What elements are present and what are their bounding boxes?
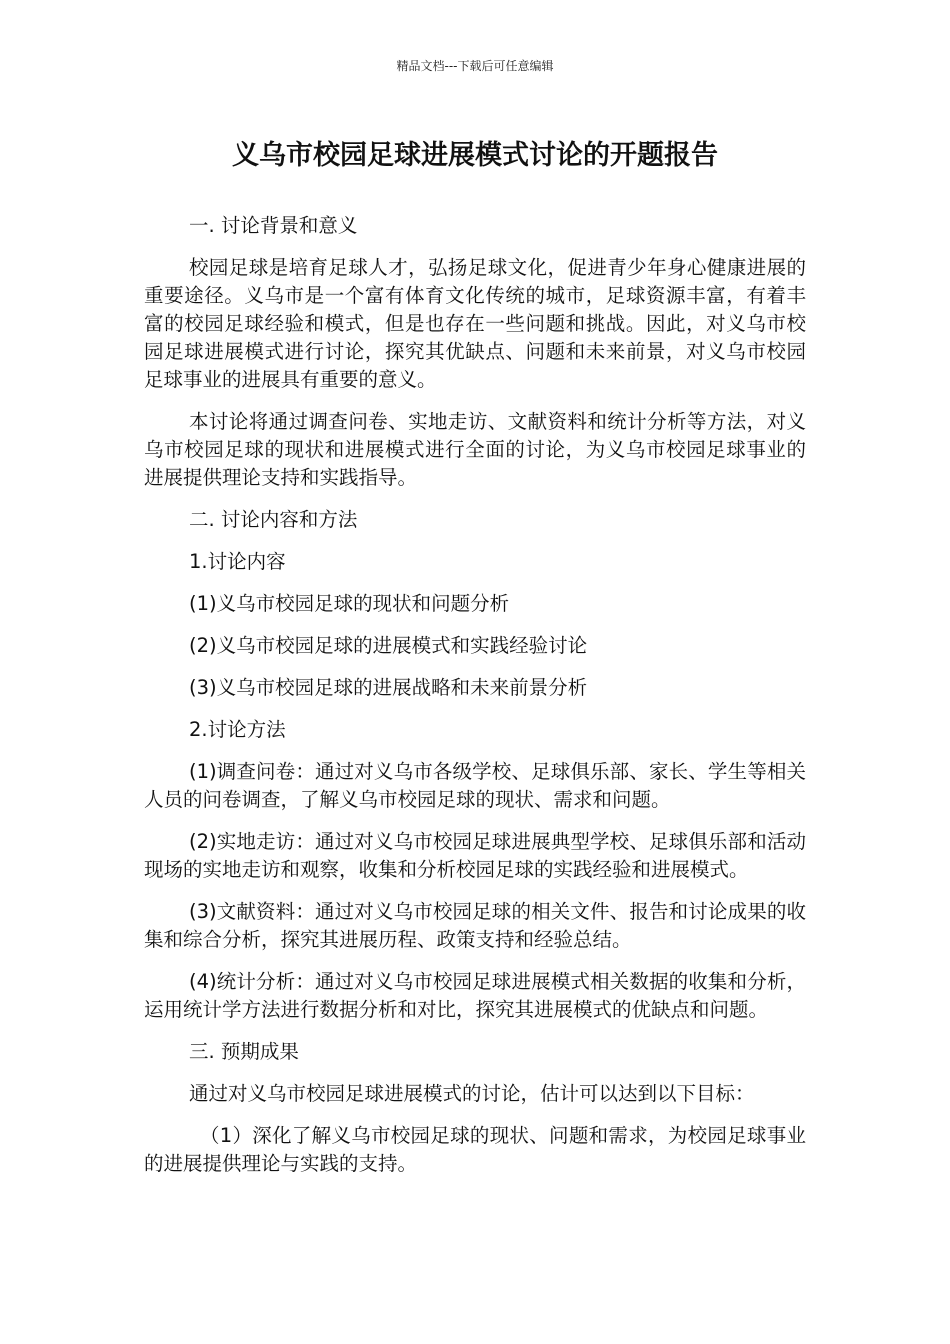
list-item-content-1: (1)义乌市校园足球的现状和问题分析 bbox=[189, 592, 510, 615]
list-item-content-3: (3)义乌市校园足球的进展战略和未来前景分析 bbox=[189, 676, 588, 699]
section-heading-expected-results: 三. 预期成果 bbox=[189, 1040, 299, 1063]
section-heading-background: 一. 讨论背景和意义 bbox=[189, 214, 358, 237]
paragraph-research-overview: 本讨论将通过调查问卷、实地走访、文献资料和统计分析等方法，对义乌市校园足球的现状和进展模式进行全面的讨论，为义乌市校园足球事业的进展提供理论支持和实践指导。 bbox=[144, 410, 806, 489]
list-item-content-2: (2)义乌市校园足球的进展模式和实践经验讨论 bbox=[189, 634, 588, 657]
subheading-research-content: 1.讨论内容 bbox=[189, 550, 286, 573]
document-title: 义乌市校园足球进展模式讨论的开题报告 bbox=[232, 140, 718, 171]
method-field-visit: (2)实地走访：通过对义乌市校园足球进展典型学校、足球俱乐部和活动现场的实地走访和观察，收集和分析校园足球的实践经验和进展模式。 bbox=[144, 830, 806, 881]
method-statistics: (4)统计分析：通过对义乌市校园足球进展模式相关数据的收集和分析，运用统计学方法进行数据分析和对比，探究其进展模式的优缺点和问题。 bbox=[144, 970, 806, 1021]
subheading-research-methods: 2.讨论方法 bbox=[189, 718, 286, 741]
document-body bbox=[144, 212, 806, 1192]
paragraph-expected-intro: 通过对义乌市校园足球进展模式的讨论，估计可以达到以下目标： bbox=[189, 1082, 755, 1105]
paragraph-background: 校园足球是培育足球人才，弘扬足球文化，促进青少年身心健康进展的重要途径。义乌市是一个富有体育文化传统的城市，足球资源丰富，有着丰富的校园足球经验和模式，但是也存在一些问题和挑战。因此，对义乌市校园足球进展模式进行讨论，探究其优缺点、问题和未来前景，对义乌市校园足球事业的进展具有重要的意义。 bbox=[144, 256, 806, 391]
list-item-expected-1: （1）深化了解义乌市校园足球的现状、问题和需求，为校园足球事业的进展提供理论与实践的支持。 bbox=[144, 1124, 806, 1175]
method-literature: (3)文献资料：通过对义乌市校园足球的相关文件、报告和讨论成果的收集和综合分析，探究其进展历程、政策支持和经验总结。 bbox=[144, 900, 806, 951]
page-header-note: 精品文档---下载后可任意编辑 bbox=[396, 59, 554, 73]
method-survey: (1)调查问卷：通过对义乌市各级学校、足球俱乐部、家长、学生等相关人员的问卷调查，了解义乌市校园足球的现状、需求和问题。 bbox=[144, 760, 806, 811]
section-heading-content-methods: 二. 讨论内容和方法 bbox=[189, 508, 358, 531]
